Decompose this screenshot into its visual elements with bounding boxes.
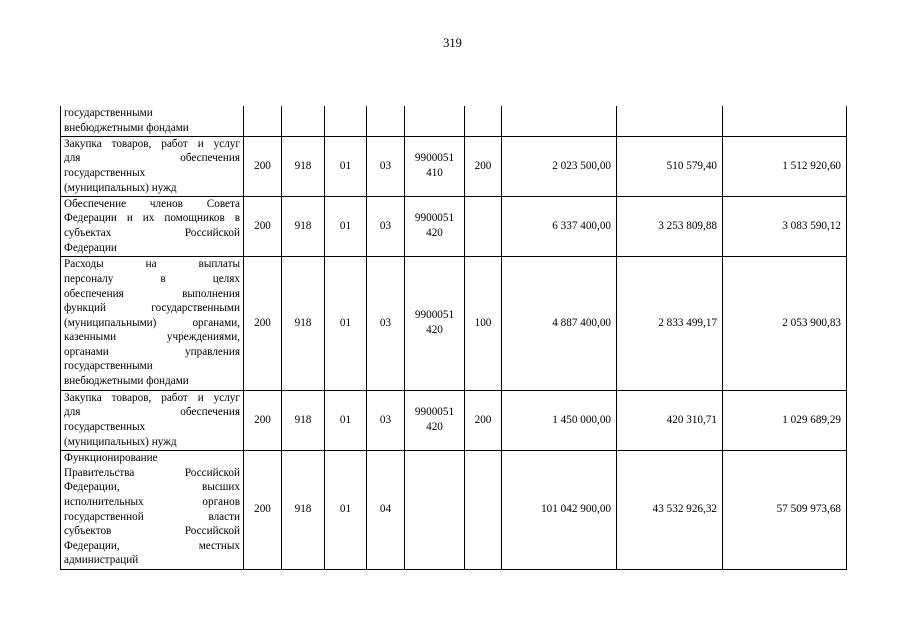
- target-article-part: 9900051: [414, 309, 455, 322]
- description-line: Правительства Российской: [64, 466, 240, 479]
- target-article-part: 410: [426, 167, 443, 179]
- description-line: субъектах Российской: [64, 227, 240, 239]
- ministry-cell: 200: [244, 450, 282, 569]
- description-line: Расходы на выплаты: [64, 258, 240, 271]
- description-line: функций государственными: [64, 302, 240, 315]
- expense-type-cell: [465, 106, 502, 136]
- department-cell: 918: [282, 136, 325, 196]
- description-line: государственных: [64, 421, 146, 433]
- expense-type-cell: [465, 196, 502, 256]
- description-line: (муниципальных) нужд: [64, 181, 177, 194]
- target-article-part: 9900051: [414, 406, 455, 419]
- approved-amount-cell: 1 450 000,00: [502, 390, 617, 450]
- description-line: государственными: [64, 360, 153, 373]
- target-article-cell: [405, 136, 465, 196]
- department-cell: 918: [282, 390, 325, 450]
- description-cell: [61, 196, 244, 256]
- description-line: Закупка товаров, работ и услуг: [64, 391, 240, 404]
- description-line: обеспечения выполнения: [64, 287, 240, 300]
- remaining-amount-cell: [723, 106, 847, 136]
- executed-amount-cell: 420 310,71: [617, 390, 723, 450]
- table-row: [61, 256, 847, 390]
- remaining-amount-cell: 1 029 689,29: [723, 390, 847, 450]
- approved-amount-cell: 2 023 500,00: [502, 136, 617, 196]
- subsection-cell: 03: [367, 196, 405, 256]
- subsection-cell: 04: [367, 450, 405, 569]
- table-row: [61, 390, 847, 450]
- description-cell: [61, 136, 244, 196]
- description-line: исполнительных органов: [64, 495, 240, 508]
- subsection-cell: 03: [367, 256, 405, 390]
- section-cell: 01: [325, 136, 367, 196]
- description-cell: [61, 450, 244, 569]
- section-cell: 01: [325, 450, 367, 569]
- target-article-cell: [405, 196, 465, 256]
- description-line: Федерации, высших: [64, 481, 240, 494]
- ministry-cell: 200: [244, 196, 282, 256]
- table-row: [61, 106, 847, 136]
- description-line: Федерации, местных: [64, 539, 240, 552]
- department-cell: 918: [282, 256, 325, 390]
- table-row: [61, 196, 847, 256]
- description-line: внебюджетными фондами: [64, 375, 189, 388]
- department-cell: 918: [282, 450, 325, 569]
- target-article-cell: [405, 390, 465, 450]
- table-row: [61, 136, 847, 196]
- subsection-cell: [367, 106, 405, 136]
- subsection-cell: 03: [367, 136, 405, 196]
- description-cell: [61, 256, 244, 390]
- target-article-part: 420: [426, 227, 443, 239]
- description-line: казенными учреждениями,: [64, 331, 240, 344]
- expense-type-cell: [465, 450, 502, 569]
- description-line: субъектов Российской: [64, 525, 240, 538]
- remaining-amount-cell: 3 083 590,12: [723, 196, 847, 256]
- target-article-part: 9900051: [414, 152, 455, 165]
- ministry-cell: 200: [244, 390, 282, 450]
- expense-type-cell: 100: [465, 256, 502, 390]
- target-article-cell: [405, 256, 465, 390]
- table-body: [61, 106, 847, 569]
- description-line: для обеспечения: [64, 406, 240, 419]
- description-line: внебюджетными фондами: [64, 121, 189, 134]
- executed-amount-cell: 3 253 809,88: [617, 196, 723, 256]
- remaining-amount-cell: 2 053 900,83: [723, 256, 847, 390]
- target-article-cell: [405, 450, 465, 569]
- approved-amount-cell: 6 337 400,00: [502, 196, 617, 256]
- description-line: для обеспечения: [64, 152, 240, 165]
- description-line: персоналу в целях: [64, 272, 240, 285]
- department-cell: 918: [282, 196, 325, 256]
- approved-amount-cell: [502, 106, 617, 136]
- description-line: государственными: [64, 107, 153, 120]
- executed-amount-cell: 510 579,40: [617, 136, 723, 196]
- department-cell: [282, 106, 325, 136]
- expense-type-cell: 200: [465, 136, 502, 196]
- ministry-cell: 200: [244, 256, 282, 390]
- approved-amount-cell: 101 042 900,00: [502, 450, 617, 569]
- description-line: (муниципальных) нужд: [64, 435, 177, 448]
- expense-type-cell: 200: [465, 390, 502, 450]
- description-line: государственной власти: [64, 510, 240, 523]
- executed-amount-cell: 43 532 926,32: [617, 450, 723, 569]
- approved-amount-cell: 4 887 400,00: [502, 256, 617, 390]
- subsection-cell: 03: [367, 390, 405, 450]
- description-line: органами управления: [64, 345, 240, 358]
- description-cell: [61, 390, 244, 450]
- page-number: 319: [443, 36, 462, 50]
- table-row: [61, 450, 847, 569]
- section-cell: 01: [325, 390, 367, 450]
- budget-table: [60, 106, 847, 570]
- description-line: Обеспечение членов Совета: [64, 197, 240, 210]
- description-line: государственных: [64, 167, 146, 179]
- remaining-amount-cell: 1 512 920,60: [723, 136, 847, 196]
- section-cell: 01: [325, 196, 367, 256]
- description-line: Функционирование: [64, 452, 158, 465]
- description-line: (муниципальными) органами,: [64, 316, 240, 329]
- description-line: Закупка товаров, работ и услуг: [64, 137, 240, 150]
- executed-amount-cell: [617, 106, 723, 136]
- description-cell: [61, 106, 244, 136]
- executed-amount-cell: 2 833 499,17: [617, 256, 723, 390]
- target-article-cell: [405, 106, 465, 136]
- target-article-part: 420: [426, 421, 443, 433]
- target-article-part: 420: [426, 324, 443, 336]
- target-article-part: 9900051: [414, 212, 455, 225]
- remaining-amount-cell: 57 509 973,68: [723, 450, 847, 569]
- ministry-cell: [244, 106, 282, 136]
- section-cell: [325, 106, 367, 136]
- description-line: администраций: [64, 554, 139, 567]
- ministry-cell: 200: [244, 136, 282, 196]
- section-cell: 01: [325, 256, 367, 390]
- description-line: Федерации: [64, 241, 117, 254]
- description-line: Федерации и их помощников в: [64, 212, 240, 225]
